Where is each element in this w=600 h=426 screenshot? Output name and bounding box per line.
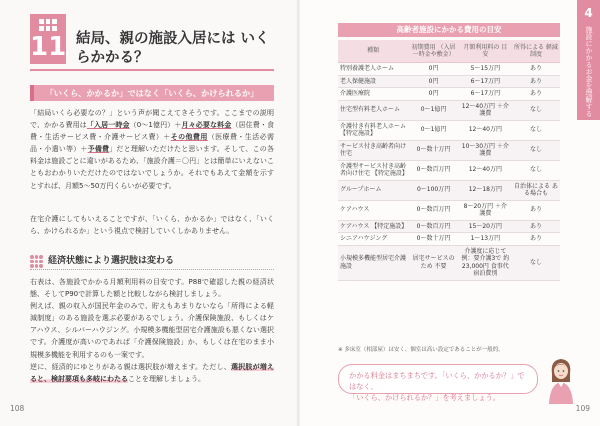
section-badge [30, 14, 66, 64]
cell-reduction: あり [512, 220, 560, 233]
cell-initial: 0〜1億円 [408, 120, 458, 140]
col-type: 種類 [338, 40, 408, 63]
cell-monthly: 5〜15万円 [459, 63, 512, 76]
sub-heading-divider [30, 269, 274, 270]
sub-heading-text: 経済状態により選択肢は変わる [48, 256, 175, 266]
cell-type: ケアハウス 【特定施設】 [338, 220, 408, 233]
cell-type: 住宅型有料老人ホーム [338, 100, 408, 120]
cell-initial: 0〜1億円 [408, 100, 458, 120]
paragraph-3 [30, 276, 274, 385]
p1-text-a: 「結局いくら必要なの？」という声が聞こえてきそうです。ここまでの説明で、かかる費用は [30, 109, 274, 130]
p1-monthly-fee: 月々必要な料金 [181, 121, 232, 130]
sub-heading [30, 252, 274, 270]
paragraph-1 [30, 107, 274, 192]
cell-type: 小規模多機能型居宅介護施設 [338, 245, 408, 280]
left-page [0, 0, 298, 426]
cell-reduction: あり [512, 63, 560, 76]
cell-monthly: 6〜17万円 [459, 75, 512, 88]
col-initial: 初期費用 （入居一時金や敷金） [408, 40, 458, 63]
cell-initial: 0〜数百万円 [408, 220, 458, 233]
dots-icon [30, 255, 43, 268]
cell-type: ケアハウス [338, 200, 408, 220]
p1-text-i: 」だと理解いただけたと思います。そして、この各料金は施設ごとに違いがあるため、「施設介護＝〇円」とは簡単にいえないこともおわかりいただけたのではないでしょうか。それでもあえて金額を示すとすれば、月額5〜50万円くらいが必要です。 [30, 145, 274, 190]
cell-reduction: あり [512, 200, 560, 220]
p1-other-fee: その他費用 [170, 133, 208, 142]
woman-illustration-icon [546, 354, 576, 404]
p1-reserve-fee: 予備費 [87, 145, 110, 154]
speech-bubble [338, 364, 538, 402]
p1-text-c: （0〜1億円）＋ [129, 121, 182, 130]
table-row [338, 75, 560, 88]
table-note: ※ 多床室（相部屋）は安く、個室は高い設定であることが一般的。 [338, 347, 504, 353]
page-number-right: 109 [575, 404, 590, 413]
table-row [338, 245, 560, 280]
cell-reduction: あり [512, 88, 560, 101]
table-row [338, 200, 560, 220]
cell-monthly: 6〜17万円 [459, 88, 512, 101]
title-divider [30, 69, 274, 71]
cell-type: 介護医療院 [338, 88, 408, 101]
cell-monthly: 1〜13万円 [459, 233, 512, 246]
cell-reduction: 自治体による ある場合も [512, 180, 560, 200]
paragraph-2: 在宅介護にしてもいえることですが、「いくら、かかるか」ではなく、「いくら、かけられるか」という視点で検討していくしかありません。 [30, 215, 274, 236]
cell-type: サービス付き高齢者向け住宅 [338, 140, 408, 160]
table-row [338, 100, 560, 120]
cell-reduction: なし [512, 140, 560, 160]
cell-initial: 0円 [408, 75, 458, 88]
cell-initial: 0〜数十万円 [408, 233, 458, 246]
grid-icon [39, 19, 57, 31]
cell-initial: 0〜数百万円 [408, 160, 458, 180]
p1-text-g: （医療費・生活必需品・小遣い等）＋ [30, 133, 274, 154]
cell-reduction: なし [512, 100, 560, 120]
table-row [338, 233, 560, 246]
p1-text-e: （居住費・食費・生活サービス費・介護サービス費）＋ [30, 121, 275, 142]
cell-initial: 0〜数十万円 [408, 140, 458, 160]
table-row [338, 180, 560, 200]
cell-initial: 0円 [408, 63, 458, 76]
cell-initial: 居宅サービスのため 不要 [408, 245, 458, 280]
cell-type: 老人保健施設 [338, 75, 408, 88]
bubble-line-2: 「いくら、かけられるか？」を考えましょう。 [349, 393, 500, 402]
cell-reduction: なし [512, 120, 560, 140]
table-row [338, 63, 560, 76]
bubble-line-1: かかる料金はまちまちです。「いくら、かかるか？」ではなく、 [349, 371, 525, 391]
cell-monthly: 介護度に応じて 例：要介護3で 約23,000円 食事代宿泊費別 [459, 245, 512, 280]
table-header-row [338, 40, 560, 63]
page-number-left: 108 [10, 404, 25, 413]
col-monthly: 月額利用料の 目安 [459, 40, 512, 63]
cell-monthly: 12〜18万円 [459, 180, 512, 200]
table-row [338, 140, 560, 160]
chapter-tab-text: 施設にかかるお金を理解する [585, 26, 593, 117]
table-row [338, 220, 560, 233]
cell-initial: 0〜数百万円 [408, 200, 458, 220]
chapter-number: 4 [584, 6, 593, 20]
table-row [338, 160, 560, 180]
table-title: 高齢者施設にかかる費用の目安 [338, 23, 560, 37]
cell-initial: 0〜100万円 [408, 180, 458, 200]
cell-monthly: 12〜40万円 [459, 160, 512, 180]
p3-emphasis: 選択肢が増えると、検討要項も多岐にわたる [30, 362, 274, 383]
cell-type: 介護型サービス付き高齢者向け住宅 【特定施設】 [338, 160, 408, 180]
cell-type: 介護付き有料老人ホーム 【特定施設】 [338, 120, 408, 140]
table-row [338, 120, 560, 140]
cell-monthly: 12〜40万円 [459, 120, 512, 140]
p3-text-b: 例えば、親の収入が国民年金のみで、貯えもあまりないなら「所得による軽減制度」のある施設を選ぶ必要があるでしょう。介護保険施設、もしくはケアハウス、シルバーハウジング。小規模多機能型居宅介護施設も悪くない選択です。介護度が高いのであれば「介護保険施設」か、もしくは在宅のまま小規模多機能を利用するのも一案です。 [30, 302, 274, 359]
cell-reduction: なし [512, 245, 560, 280]
cell-initial: 0円 [408, 88, 458, 101]
cell-monthly: 10〜30万円 ＋介護費 [459, 140, 512, 160]
p3-text-a: 右表は、各施設でかかる月額利用料の目安です。P88で確認した親の経済状態、そしてP90で計算した額と比較しながら検討しましょう。 [30, 278, 274, 299]
cell-reduction: なし [512, 160, 560, 180]
cell-type: 特別養護老人ホーム [338, 63, 408, 76]
col-reduction: 所得による 軽減制度 [512, 40, 560, 63]
fee-table [338, 40, 560, 281]
p3-text-e: ことを理解しましょう。 [128, 374, 205, 383]
chapter-tab [577, 0, 600, 120]
cell-type: シニアハウジング [338, 233, 408, 246]
p1-initial-fee: 「入居一時金 [86, 121, 130, 130]
cell-type: グループホーム [338, 180, 408, 200]
table-row [338, 88, 560, 101]
cell-reduction: あり [512, 233, 560, 246]
cell-monthly: 8〜20万円 ＋介護費 [459, 200, 512, 220]
highlight-banner: 「いくら、かかるか」ではなく「いくら、かけられるか」 [30, 85, 274, 101]
section-title: 結局、親の施設入居には いくらかかる？ [76, 31, 270, 66]
cell-reduction: あり [512, 75, 560, 88]
cell-monthly: 12〜40万円 ＋介護費 [459, 100, 512, 120]
section-number: 11 [30, 32, 67, 62]
cell-monthly: 15〜20万円 [459, 220, 512, 233]
p3-text-c: 逆に、経済的にゆとりがある親は選択肢が増えます。ただし、 [30, 362, 231, 371]
